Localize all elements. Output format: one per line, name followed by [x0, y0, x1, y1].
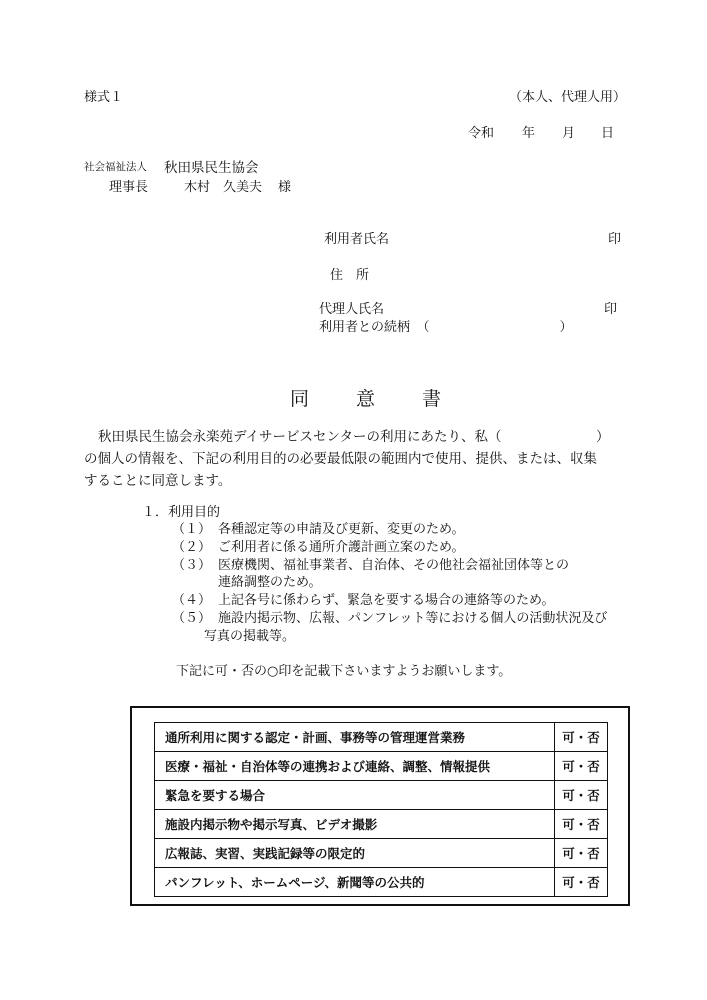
consent-choice[interactable]: 可・否	[555, 752, 608, 781]
paragraph-line: の個人の情報を、下記の利用目的の必要最低限の範囲内で使用、提供、または、収集	[84, 451, 597, 467]
form-number: 様式１	[84, 90, 124, 105]
date-year: 年	[522, 126, 536, 141]
table-row	[155, 723, 608, 752]
honorific: 様	[278, 180, 292, 195]
seal-mark: 印	[608, 232, 622, 247]
seal-mark: 印	[604, 302, 618, 317]
purpose-number: （２）	[172, 540, 212, 555]
purpose-text: ご利用者に係る通所介護計画立案のため。	[218, 540, 465, 555]
consent-item: 施設内掲示物や掲示写真、ビデオ撮影	[155, 810, 555, 839]
paragraph-line: することに同意します。	[84, 473, 232, 489]
purpose-text-cont: 連絡調整のため。	[218, 575, 322, 590]
user-name-label: 利用者氏名	[324, 232, 390, 247]
address-label: 住 所	[330, 268, 370, 283]
purpose-number: （４）	[172, 593, 212, 608]
relation-label: 利用者との続柄 （ ）	[319, 320, 573, 335]
date-month: 月	[562, 126, 576, 141]
table-row	[155, 839, 608, 868]
paragraph-line: 秋田県民生協会永楽苑デイサービスセンターの利用にあたり、私（ ）	[98, 429, 610, 445]
table-row	[155, 752, 608, 781]
purpose-number: （３）	[172, 558, 212, 573]
consent-item: 医療・福祉・自治体等の連携および連絡、調整、情報提供	[155, 752, 555, 781]
audience-label: （本人、代理人用）	[509, 90, 627, 105]
consent-choice[interactable]: 可・否	[555, 839, 608, 868]
consent-item: パンフレット、ホームページ、新聞等の公共的	[155, 868, 555, 897]
document-title	[290, 384, 488, 411]
consent-choice[interactable]: 可・否	[555, 810, 608, 839]
consent-choice[interactable]: 可・否	[555, 868, 608, 897]
purpose-text: 医療機関、福祉事業者、自治体、その他社会福祉団体等との	[218, 558, 570, 573]
title-char: 意	[356, 388, 376, 410]
purpose-text: 各種認定等の申請及び更新、変更のため。	[218, 522, 465, 537]
consent-item: 広報誌、実習、実践記録等の限定的	[155, 839, 555, 868]
consent-table	[154, 722, 608, 897]
consent-paragraph	[84, 426, 644, 492]
purpose-text: 施設内掲示物、広報、パンフレット等における個人の活動状況及び	[218, 611, 608, 626]
table-row	[155, 781, 608, 810]
date-era: 令和	[468, 126, 495, 141]
title-char: 同	[290, 388, 310, 410]
purpose-text-cont: 写真の掲載等。	[204, 629, 296, 644]
consent-item: 通所利用に関する認定・計画、事務等の管理運営業務	[155, 723, 555, 752]
title-char: 書	[422, 388, 442, 410]
consent-item: 緊急を要する場合	[155, 781, 555, 810]
purpose-text: 上記各号に係わらず、緊急を要する場合の連絡等のため。	[218, 593, 555, 608]
addressee-name: 木村 久美夫	[184, 180, 263, 195]
table-row	[155, 810, 608, 839]
consent-choice[interactable]: 可・否	[555, 781, 608, 810]
org-type: 社会福祉法人	[84, 161, 147, 173]
date-day: 日	[601, 126, 615, 141]
addressee-title: 理事長	[109, 180, 149, 195]
org-name: 秋田県民生協会	[164, 160, 259, 176]
instruction-text: 下記に可・否の○印を記載下さいますようお願いします。	[176, 664, 512, 679]
proxy-name-label: 代理人氏名	[319, 302, 385, 317]
purpose-number: （１）	[172, 522, 212, 537]
consent-choice[interactable]: 可・否	[555, 723, 608, 752]
table-row	[155, 868, 608, 897]
purposes-heading: １．利用目的	[142, 505, 221, 520]
purpose-number: （５）	[172, 611, 212, 626]
